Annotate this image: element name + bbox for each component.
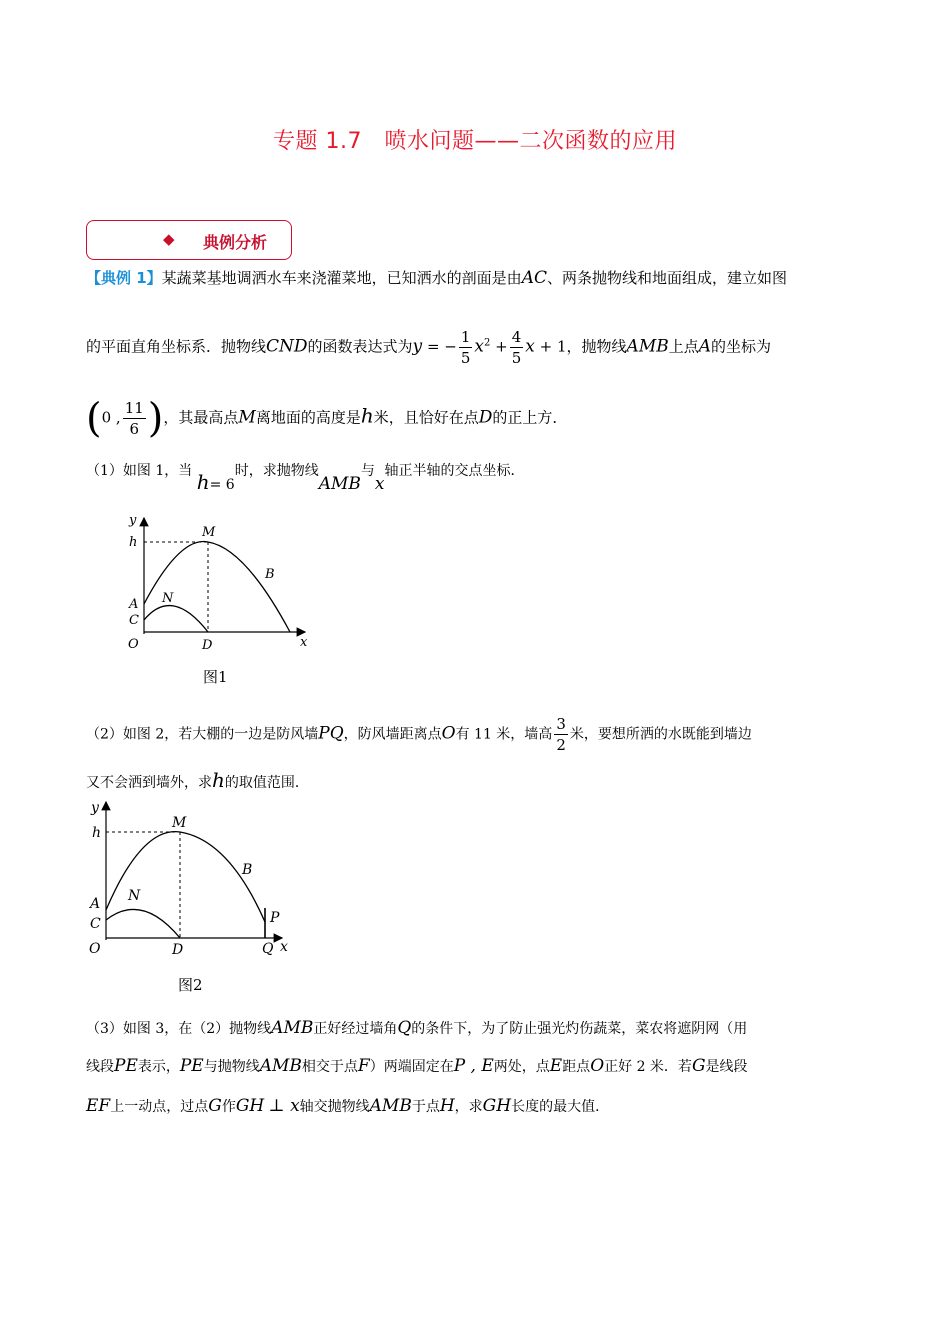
text: 的坐标为 xyxy=(711,337,772,356)
math-e: E xyxy=(549,1056,563,1076)
parabola-amb xyxy=(144,542,290,632)
section-label: 典例分析 xyxy=(203,233,268,252)
text: ，其最高点 xyxy=(163,408,239,427)
fraction-1-5: $\frac{1}{5}$ xyxy=(460,328,471,367)
paren-close: ) xyxy=(147,395,164,442)
label-m: M xyxy=(172,815,187,831)
question-3-line-2 xyxy=(86,1054,748,1079)
figure-1-caption: 图1 xyxy=(203,668,228,686)
text: 、两条抛物线和地面组成，建立如图 xyxy=(546,269,787,287)
label-y: y xyxy=(91,800,99,816)
text: 上点 xyxy=(668,337,699,356)
example-line-1 xyxy=(86,266,787,290)
label-x: x xyxy=(280,939,288,955)
text: 的条件下，为了防止强光灼伤蔬菜，菜农将遮阴网（用 xyxy=(411,1021,748,1037)
math-exponent: 2 xyxy=(483,337,491,349)
math-cnd: CND xyxy=(266,336,308,357)
question-3-line-3 xyxy=(86,1094,609,1119)
math-o: O xyxy=(441,723,456,744)
fraction-3-2: $\frac{3}{2}$ xyxy=(556,715,566,754)
math-x: x xyxy=(525,336,535,357)
text: 与 xyxy=(360,463,375,479)
math-zero: 0 , xyxy=(101,408,121,427)
label-b: B xyxy=(265,567,275,582)
text: 是线段 xyxy=(705,1059,748,1075)
label-n: N xyxy=(162,591,174,606)
text: 的平面直角坐标系．抛物线 xyxy=(86,337,267,356)
text: 某蔬菜基地调洒水车来浇灌菜地，已知洒水的剖面是由 xyxy=(161,269,522,287)
question-1 xyxy=(86,456,525,494)
label-m: M xyxy=(202,525,216,540)
example-tag: 【典例 1】 xyxy=(86,269,162,287)
text: ，抛物线 xyxy=(566,337,627,356)
text: 与抛物线 xyxy=(203,1059,260,1075)
math-x: x xyxy=(474,336,484,357)
parabola-cnd xyxy=(106,909,180,938)
math-h: h xyxy=(212,768,225,792)
math-q: Q xyxy=(397,1018,412,1038)
math-a: A xyxy=(698,336,712,357)
text: 于点 xyxy=(411,1099,440,1115)
label-b: B xyxy=(242,862,253,878)
example-line-3 xyxy=(86,395,568,442)
text: 表示， xyxy=(137,1059,180,1075)
text: 的函数表达式为 xyxy=(307,337,413,356)
text: 时，求抛物线 xyxy=(234,463,319,479)
question-2-line-1 xyxy=(86,714,752,755)
label-d: D xyxy=(172,942,184,958)
label-h: h xyxy=(129,535,138,550)
math-pe: PE xyxy=(179,1056,204,1076)
math-pe: PE xyxy=(114,1056,138,1076)
math-gh: GH xyxy=(482,1096,512,1116)
text: 相交于点 xyxy=(301,1059,358,1075)
math-d: D xyxy=(478,407,493,428)
label-o: O xyxy=(89,941,101,957)
text: 正好 2 米．若 xyxy=(604,1059,692,1075)
label-a: A xyxy=(90,896,101,912)
text: 两处，点 xyxy=(493,1059,550,1075)
math-eq-6: = 6 xyxy=(209,477,235,493)
math-o: O xyxy=(590,1056,605,1076)
math-m: M xyxy=(238,407,256,428)
parabola-cnd xyxy=(144,606,208,632)
text: ，求 xyxy=(454,1099,483,1115)
section-header xyxy=(86,220,292,260)
label-d: D xyxy=(202,638,213,652)
question-3-line-1 xyxy=(86,1016,747,1041)
page-title: 专题 1.7 喷水问题——二次函数的应用 xyxy=(273,129,677,154)
figure-2-caption: 图2 xyxy=(178,976,203,994)
figure-2 xyxy=(84,796,314,966)
math-pq: PQ xyxy=(318,723,344,744)
label-c: C xyxy=(90,916,101,932)
math-gh: GH xyxy=(235,1096,265,1116)
math-h-point: H xyxy=(439,1096,455,1116)
math-h: h xyxy=(360,403,374,428)
text: ）两端固定在 xyxy=(369,1059,454,1075)
math-amb: AMB xyxy=(369,1096,412,1116)
text: 正好经过墙角 xyxy=(313,1021,398,1037)
text: 米，要想所洒的水既能到墙边 xyxy=(569,726,752,743)
text: （2）如图 2，若大棚的一边是防风墙 xyxy=(86,726,319,743)
math-x: x xyxy=(374,474,385,494)
math-plus: + xyxy=(495,337,508,356)
math-amb: AMB xyxy=(626,336,669,357)
text: 的取值范围． xyxy=(224,775,309,791)
text: 米，且恰好在点 xyxy=(373,408,479,427)
text: 距点 xyxy=(562,1059,591,1075)
text: 上一动点，过点 xyxy=(110,1099,209,1115)
fraction-4-5: $\frac{4}{5}$ xyxy=(511,328,522,367)
text: （3）如图 3，在（2）抛物线 xyxy=(86,1021,272,1037)
math-y: y xyxy=(412,336,423,357)
label-a: A xyxy=(129,597,139,612)
text: 离地面的高度是 xyxy=(255,408,361,427)
label-o: O xyxy=(128,637,139,652)
text: 有 11 米，墙高 xyxy=(455,726,553,743)
math-ef: EF xyxy=(86,1096,111,1116)
label-q: Q xyxy=(262,941,274,957)
question-2-line-2 xyxy=(86,768,309,795)
math-amb: AMB xyxy=(318,474,361,494)
example-line-2 xyxy=(86,327,771,368)
math-h: h xyxy=(196,470,210,494)
math-amb: AMB xyxy=(259,1056,302,1076)
math-g: G xyxy=(691,1056,706,1076)
label-c: C xyxy=(129,613,139,628)
text: 线段 xyxy=(86,1059,114,1075)
math-g: G xyxy=(208,1096,222,1116)
text: （1）如图 1，当 xyxy=(86,463,193,479)
fraction-11-6: $\frac{11}{6}$ xyxy=(124,399,144,438)
math-perp-x: ⊥ x xyxy=(268,1096,300,1116)
math-amb: AMB xyxy=(271,1018,314,1038)
diamond-icon: ◆ xyxy=(163,230,175,248)
label-n: N xyxy=(128,888,141,904)
math-p-e: P , E xyxy=(453,1056,494,1076)
text: 又不会洒到墙外，求 xyxy=(86,775,212,791)
label-p: P xyxy=(270,910,280,926)
label-h: h xyxy=(92,825,102,841)
figure-1 xyxy=(120,512,350,652)
math-eq: = − xyxy=(426,337,457,356)
text: 长度的最大值． xyxy=(511,1099,610,1115)
math-plus-one: + 1 xyxy=(539,337,567,356)
paren-open: ( xyxy=(86,395,102,442)
text: ，防风墙距离点 xyxy=(343,726,442,743)
text: 作 xyxy=(221,1099,236,1115)
label-x: x xyxy=(300,635,308,650)
label-y: y xyxy=(129,513,137,528)
math-ac: AC xyxy=(521,268,547,288)
text: 轴交抛物线 xyxy=(299,1099,370,1115)
text: 的正上方． xyxy=(492,408,568,427)
math-f: F xyxy=(357,1056,370,1076)
text: 轴正半轴的交点坐标． xyxy=(384,463,525,479)
